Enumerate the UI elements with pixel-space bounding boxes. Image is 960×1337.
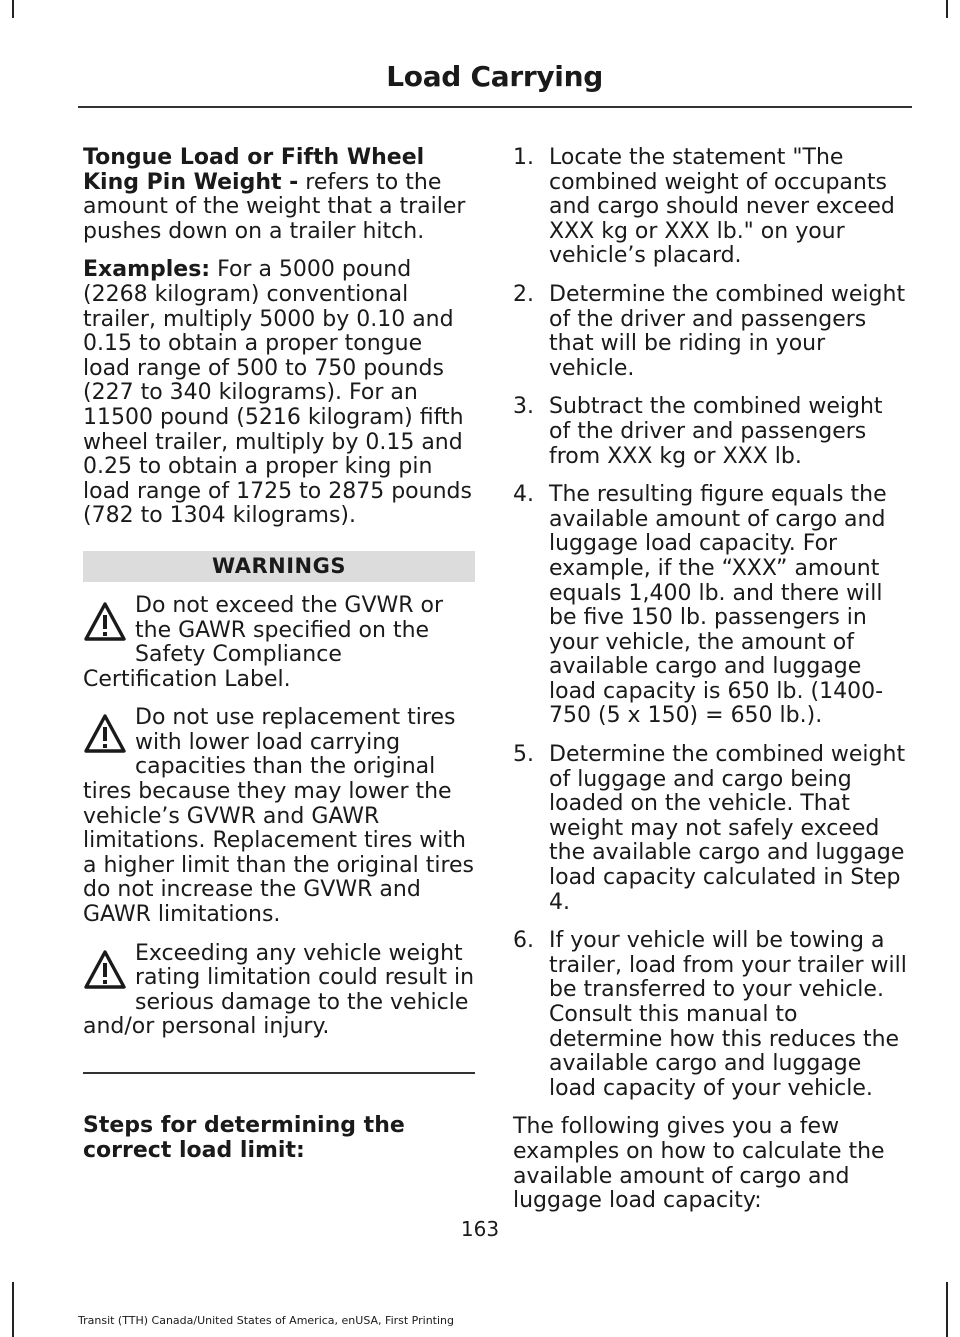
- crop-mark: [12, 0, 14, 18]
- step-number: 3.: [513, 394, 534, 420]
- step-number: 2.: [513, 281, 534, 307]
- warnings-end-divider: [83, 1072, 475, 1074]
- step-text: If your vehicle will be towing a trailer, load from your trailer will be transferred to your vehicle. Consult this manual to determine how this reduces the available cargo and luggage load capacity of your vehicle.: [549, 928, 907, 1101]
- warning-item: [83, 942, 475, 1040]
- title-divider: [78, 106, 912, 108]
- step-number: 4.: [513, 482, 534, 508]
- left-column: [83, 146, 475, 1163]
- warning-text: Do not exceed the GVWR or the GAWR specified on the Safety Compliance Certification Label.: [83, 592, 444, 692]
- warning-triangle-icon: [83, 712, 127, 756]
- warning-triangle-icon: [83, 948, 127, 992]
- step-item: [513, 929, 908, 1101]
- crop-mark: [946, 1282, 948, 1337]
- step-number: 1.: [513, 145, 534, 170]
- tongue-load-term: Tongue Load or Fifth Wheel King Pin Weight -: [83, 145, 425, 195]
- page-number: 163: [460, 1217, 500, 1241]
- step-number: 5.: [513, 742, 534, 768]
- step-number: 6.: [513, 928, 534, 954]
- warnings-heading: WARNINGS: [83, 551, 475, 582]
- closing-paragraph: The following gives you a few examples on how to calculate the available amount of cargo and luggage load capacity:: [513, 1114, 885, 1214]
- tongue-load-paragraph: [83, 146, 475, 244]
- footer-text: Transit (TTH) Canada/United States of America, enUSA, First Printing: [78, 1314, 454, 1327]
- step-item: [513, 395, 908, 469]
- step-text: Determine the combined weight of the driver and passengers that will be riding in your vehicle.: [549, 281, 906, 381]
- step-text: The resulting figure equals the available amount of cargo and luggage load capacity. For example, if the “XXX” amount equals 1,400 lb. and there will be five 150 lb. passengers in your vehicle, the amount of available cargo and luggage load capacity is 650 lb. (1400-750 (5 x 150) = 650 lb.).: [549, 482, 887, 729]
- step-text: Locate the statement "The combined weight of occupants and cargo should never exceed XXX kg or XXX lb." on your vehicle’s placard.: [549, 145, 895, 269]
- warning-item: [83, 706, 475, 927]
- step-item: [513, 743, 908, 915]
- step-item: [513, 483, 908, 729]
- step-item: [513, 283, 908, 381]
- warning-text: Exceeding any vehicle weight rating limitation could result in serious damage to the vehicle and/or personal injury.: [83, 940, 475, 1040]
- warning-item: [83, 594, 475, 692]
- crop-mark: [946, 0, 948, 18]
- steps-list: [513, 146, 908, 1101]
- right-column: [513, 146, 908, 1228]
- crop-mark: [12, 1282, 14, 1337]
- step-text: Determine the combined weight of luggage and cargo being loaded on the vehicle. That weight may not safely exceed the available cargo and luggage load capacity calculated in Step 4.: [549, 742, 906, 915]
- step-item: [513, 146, 908, 269]
- warning-triangle-icon: [83, 600, 127, 644]
- steps-subheading: Steps for determining the correct load limit:: [83, 1113, 405, 1163]
- examples-paragraph: [83, 258, 475, 529]
- examples-text: For a 5000 pound (2268 kilogram) conventional trailer, multiply 5000 by 0.10 and 0.15 to obtain a proper tongue load range of 500 to 750 pounds (227 to 340 kilograms). For an 11500 pound (5216 kilogram) fifth wheel trailer, multiply by 0.15 and 0.25 to obtain a proper king pin load range of 1725 to 2875 pounds (782 to 1304 kilograms).: [83, 257, 472, 529]
- step-text: Subtract the combined weight of the driver and passengers from XXX kg or XXX lb.: [549, 394, 883, 469]
- warning-text: Do not use replacement tires with lower load carrying capacities than the original tires because they may lower the vehicle’s GVWR and GAWR limitations. Replacement tires with a higher limit than the original tires do not increase the GVWR and GAWR limitations.: [83, 705, 475, 928]
- tongue-load-definition: refers to the amount of the weight that a trailer pushes down on a trailer hitch.: [83, 169, 466, 244]
- section-title: Load Carrying: [386, 60, 603, 93]
- examples-term: Examples:: [83, 257, 211, 283]
